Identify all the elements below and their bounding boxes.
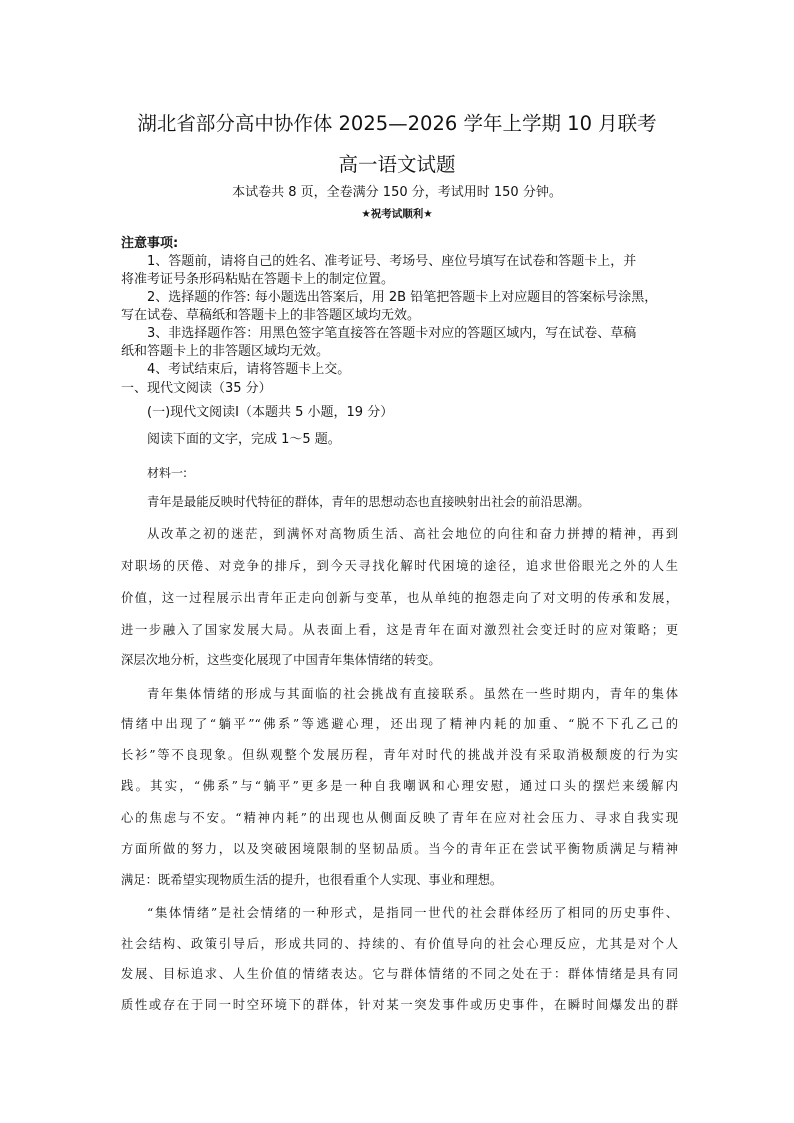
notice-line: 4、考试结束后，请将答题卡上交。 xyxy=(147,362,351,377)
body-line: 满足：既希望实现物质生活的提升，也很看重个人实现、事业和理想。 xyxy=(121,873,503,887)
body-line: 深层次地分析，这些变化展现了中国青年集体情绪的转变。 xyxy=(121,653,441,667)
exam-main-title: 湖北省部分高中协作体 2025—2026 学年上学期 10 月联考 xyxy=(137,112,657,135)
notice-line: 2、选择题的作答: 每小题选出答案后，用 2B 铅笔把答题卡上对应题目的答案标号涂黑， xyxy=(147,290,658,305)
body-line: 方面所做的努力，以及突破困境限制的坚韧品质。当今的青年正在尝试平衡物质满足与精神 xyxy=(121,842,678,856)
body-line: “集体情绪”是社会情绪的一种形式，是指同一世代的社会群体经历了相同的历史事件、 xyxy=(147,906,678,920)
notice-line: 纸和答题卡上的非答题区域均无效。 xyxy=(121,344,330,359)
body-line: 青年集体情绪的形成与其面临的社会挑战有直接联系。虽然在一些时期内，青年的集体 xyxy=(147,687,678,701)
body-line: 心的焦虑与不安。“精神内耗”的出现也从侧面反映了青年在应对社会压力、寻求自我实现 xyxy=(121,811,678,825)
body-line: 发展、目标追求、人生价值的情绪表达。它与群体情绪的不同之处在于：群体情绪是具有同 xyxy=(121,967,678,981)
notice-heading: 注意事项: xyxy=(121,236,179,251)
body-line: 进一步融入了国家发展大局。从表面上看，这是青年在面对激烈社会变迁时的应对策略；更 xyxy=(121,623,678,637)
body-line: 社会结构、政策引导后，形成共同的、持续的、有价值导向的社会心理反应，尤其是对个人 xyxy=(121,937,678,951)
section-heading: 一、现代文阅读（35 分） xyxy=(121,381,272,396)
body-line: 质性或存在于同一时空环境下的群体，针对某一突发事件或历史事件，在瞬时间爆发出的群 xyxy=(121,998,678,1012)
section-instruction: 阅读下面的文字，完成 1～5 题。 xyxy=(147,432,341,447)
body-line: 情绪中出现了“躺平”“佛系”等逃避心理，还出现了精神内耗的加重、“脱不下孔乙己的 xyxy=(121,717,678,731)
notice-line: 写在试卷、草稿纸和答题卡上的非答题区域均无效。 xyxy=(121,308,421,323)
notice-line: 将准考证号条形码粘贴在答题卡上的制定位置。 xyxy=(121,272,395,287)
body-line: 践。其实，“佛系”与“躺平”更多是一种自我嘲讽和心理安慰，通过口头的摆烂来缓解内 xyxy=(121,779,678,793)
body-line: 对职场的厌倦、对竞争的排斥，到今天寻找化解时代困境的途径，追求世俗眼光之外的人生 xyxy=(121,559,678,573)
material-label: 材料一: xyxy=(147,466,188,480)
section-sub-heading: (一)现代文阅读Ⅰ（本题共 5 小题，19 分） xyxy=(147,405,394,420)
notice-line: 1、答题前，请将自己的姓名、准考证号、考场号、座位号填写在试卷和答题卡上，并 xyxy=(147,254,637,269)
body-line: 青年是最能反映时代特征的群体，青年的思想动态也直接映射出社会的前沿思潮。 xyxy=(147,495,590,509)
exam-info: 本试卷共 8 页，全卷满分 150 分，考试用时 150 分钟。 xyxy=(232,185,562,200)
exam-wish: ★祝考试顺利★ xyxy=(361,208,433,220)
body-line: 从改革之初的迷茫，到满怀对高物质生活、高社会地位的向往和奋力拼搏的精神，再到 xyxy=(147,527,678,541)
body-line: 长衫”等不良现象。但纵观整个发展历程，青年对时代的挑战并没有采取消极颓废的行为实 xyxy=(121,748,678,762)
notice-line: 3、非选择题作答：用黑色签字笔直接答在答题卡对应的答题区域内，写在试卷、草稿 xyxy=(147,326,637,341)
body-line: 价值，这一过程展示出青年正走向创新与变革，也从单纯的抱怨走向了对文明的传承和发展， xyxy=(121,591,678,605)
exam-subject-title: 高一语文试题 xyxy=(338,153,456,176)
